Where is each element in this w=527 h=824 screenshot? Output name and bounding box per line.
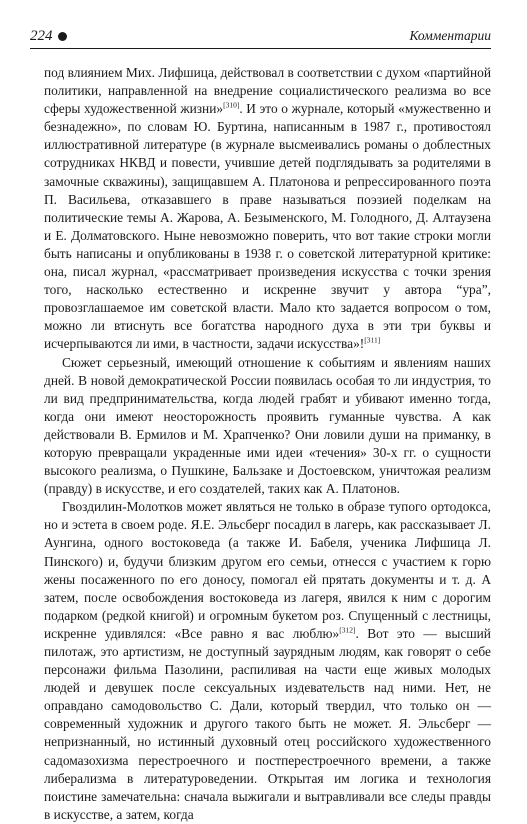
- section-title: Комментарии: [409, 28, 491, 43]
- paragraph-1-text-a: под влиянием Мих. Лифшица, действовал в соответствии с духом «партийной политики, направленной на внедрение социалистического реализма во все сферы художественной жизни»: [44, 65, 491, 117]
- paragraph-1-text-b: . И это о журнале, который «мужественно и безнадежно», по словам Ю. Буртина, написанным в 1987 г., противостоял иллюстративной литературе (в журнале высмеивались романы о доблестных сотрудниках НКВД и повести, учившие детей подглядывать за родителями в замочные скважины), защищавшем А. Платонова и репрессированного поэта П. Васильева, отказавшего в праве называться поэзией поделкам на политические темы А. Жарова, А. Безыменского, М. Голодного, Д. Алтаузена и Е. Долматовского. Ныне невозможно поверить, что вот такие строки могли быть написаны и опубликованы в 1938 г. о советской литературной критике: она, писал журнал, «рассматривает произведения искусства с точки зрения того, насколько естественно и искренне звучит у автора “ура”, провозглашаемое им советской власти. Мало кто задается вопросом о том, можно ли втиснуть все богатства народного духа в эти три буквы и исчерпываются ли ими, в частности, задачи искусства»!: [44, 101, 491, 352]
- paragraph-3-text-b: . Вот это — высший пилотаж, это артистизм, не доступный заурядным людям, как говорят о себе персонажи фильма Пазолини, распиливая на части еще живых молодых людей и девушек после сексуальных издевательств над ними. Нет, не оправдано самодовольство С. Дали, который твердил, что только он — современный художник и другого такого быть не может. Я. Эльсберг — непризнанный, но истинный духовный отец российского художественного садомазохизма перестроечного и постперестроечного времени, а также либерализма в литературоведении. Открытая им логика и технология поистине замечательна: сначала выжигали и вытравливали все следы правды в искусстве, а затем, когда: [44, 625, 491, 822]
- footnote-ref-310[interactable]: [310]: [223, 100, 240, 110]
- footnote-ref-312[interactable]: [312]: [339, 625, 356, 635]
- footnote-ref-311[interactable]: [311]: [364, 335, 381, 345]
- bullet-icon: [58, 32, 67, 41]
- page-number: 224: [30, 27, 53, 44]
- paragraph-2-text: Сюжет серьезный, имеющий отношение к событиям и явлениям наших дней. В новой демократической России появилась особая то ли индустрия, то ли вид предпринимательства, когда людей грабят и убивают именно тогда, когда они имеют неосторожность проявить гуманные чувства. А как действовали В. Ермилов и М. Храпченко? Они ловили души на приманку, в которую превращали украденные ими идеи «течения» 30-х гг. о сущности высокого реализма, о Пушкине, Бальзаке и Достоевском, уничтожая реализм (правду) в искусстве, и его создателей, таких как А. Платонов.: [44, 354, 491, 497]
- paragraph-3: [44, 498, 491, 824]
- body-text: [44, 64, 491, 824]
- page-number-group: [30, 28, 67, 45]
- paragraph-3-text-a: Гвоздилин-Молотков может являться не только в образе тупого ортодокса, но и эстета в своем роде. Я.Е. Эльсберг посадил в лагерь, как рассказывает Л. Аунгина, одного востоковеда (а также И. Бабеля, ученика Лифшица Л. Пинского) и, будучи близким другом его семьи, отнесся с участием к горю жены посаженного по его доносу, помогал ей прятать документы и т. д. А затем, после освобождения востоковеда из лагеря, явился к ним с дорогим подарком (редкой книгой) и огромным букетом роз. Спущенный с лестницы, искренне удивлялся: «Все равно я вас люблю»: [44, 499, 491, 641]
- paragraph-2: [44, 354, 491, 499]
- running-header: [30, 24, 491, 49]
- paragraph-1: [44, 64, 491, 354]
